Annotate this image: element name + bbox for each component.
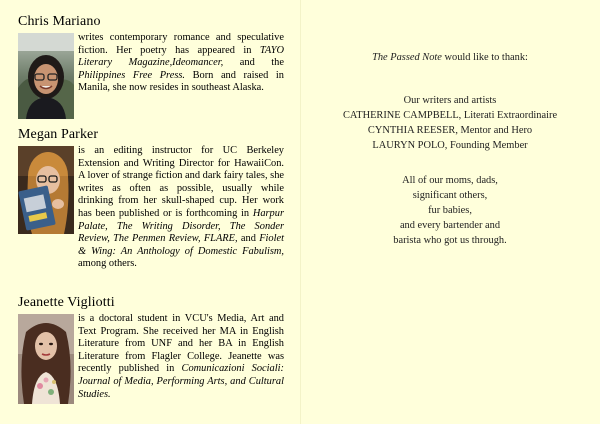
bio-text-run: is an editing instructor for UC Berkeley Extension and Writing Director for HawaiiCon. A lover of strange fiction and dark fairy tales, she writes as often as possible, usually while drinking from her skull-shaped cup. Her work has been published or is forthcoming in bbox=[78, 145, 285, 219]
bio-chris-mariano bbox=[18, 14, 284, 119]
bio-jeanette-vigliotti bbox=[18, 295, 284, 404]
thanks-heading bbox=[318, 50, 582, 65]
contributor-name: Megan Parker bbox=[18, 127, 99, 142]
contributor-name: Jeanette Vigliotti bbox=[18, 295, 115, 310]
bio-megan-parker bbox=[18, 127, 284, 271]
italic-title-text: Harpur Palate, The Writing Disorder, The Sonder Review, The Penmen Review, FLARE, bbox=[78, 207, 284, 245]
bio-text-run: writes contemporary romance and speculative fiction. Her poetry has appeared in bbox=[78, 32, 284, 56]
bio-text-run: among others. bbox=[78, 258, 137, 270]
contributor-bio bbox=[78, 313, 284, 401]
thanks-line: LAURYN POLO, Founding Member bbox=[372, 140, 528, 151]
italic-title-text: Fiolet & Wing: An Anthology of Domestic Fabulism, bbox=[78, 233, 285, 257]
thanks-line: All of our moms, dads, bbox=[402, 175, 498, 186]
bio-text-run: and the bbox=[223, 57, 284, 69]
spread-divider bbox=[300, 0, 301, 424]
thanks-heading-rest: would like to thank: bbox=[441, 52, 528, 63]
acknowledgements bbox=[318, 50, 582, 248]
contributor-name: Chris Mariano bbox=[18, 14, 101, 29]
thanks-group-writers-title: Our writers and artists bbox=[403, 95, 497, 106]
portrait-photo-woman-long-hair bbox=[18, 314, 74, 404]
bio-text-run: Born and raised in Manila, she now resides in southeast Alaska. bbox=[78, 69, 284, 94]
portrait-photo-smiling-woman-glasses bbox=[18, 33, 74, 119]
bio-text-run: and bbox=[237, 233, 260, 245]
thanks-line: barista who got us through. bbox=[393, 235, 507, 246]
thanks-line: significant others, bbox=[412, 190, 488, 201]
thanks-line: CATHERINE CAMPBELL, Literati Extraordinaire bbox=[342, 110, 558, 121]
contributor-bio bbox=[78, 32, 284, 95]
italic-title-text: Philippines Free Press. bbox=[78, 69, 186, 81]
thanks-line: CYNTHIA REESER, Mentor and Hero bbox=[367, 125, 533, 136]
contributor-bio bbox=[78, 145, 284, 271]
italic-title-text: TAYO Literary Magazine,Ideomancer, bbox=[78, 44, 284, 69]
portrait-photo-woman-reading-book bbox=[18, 146, 74, 234]
bio-text-run: is a doctoral student in VCU's Media, Art and Text Program. She received her MA in English Literature from UNF and her BA in English Literature from Flagler College. Jeanette was recently published in bbox=[78, 313, 284, 375]
thanks-line: and every bartender and bbox=[399, 220, 501, 231]
italic-title-text: Comunicazioni Sociali: Journal of Media, Performing Arts, and Cultural Studies. bbox=[78, 363, 284, 400]
thanks-line: fur babies, bbox=[428, 205, 472, 216]
magazine-title: The Passed Note bbox=[372, 52, 442, 63]
